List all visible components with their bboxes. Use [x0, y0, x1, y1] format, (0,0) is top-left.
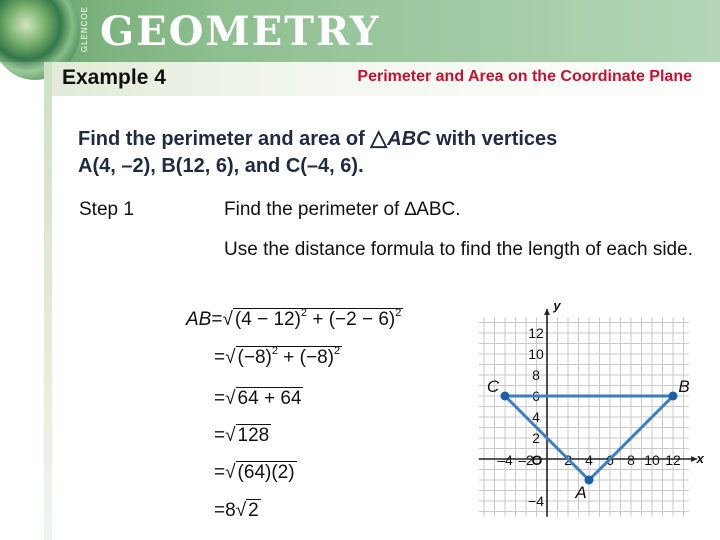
y-tick-label: 4: [532, 409, 540, 425]
x-tick-label: 10: [644, 452, 660, 468]
vertex-point-c: [501, 392, 510, 401]
left-accent-bar: [44, 62, 52, 540]
coordinate-graph: [475, 297, 704, 515]
x-tick-label: –4: [497, 452, 513, 468]
radical-icon: √: [225, 347, 236, 368]
work-line-4: [214, 424, 271, 447]
y-tick-label: −4: [528, 493, 544, 509]
radical-icon: √: [225, 462, 236, 483]
work-line-6: [214, 499, 261, 522]
x-tick-label: 8: [627, 452, 635, 468]
y-tick-label: 8: [532, 367, 540, 383]
graph-tick-labels: [497, 298, 704, 509]
work-line-2: [214, 346, 342, 369]
brand-title: GEOMETRY: [100, 8, 381, 55]
header-banner: [0, 0, 720, 62]
step-detail: Use the distance formula to find the length of each side.: [224, 239, 693, 260]
radicand: 128: [237, 425, 270, 446]
work-line-3: [214, 387, 303, 410]
y-tick-label: 10: [528, 346, 544, 362]
x-tick-label: –2: [518, 452, 534, 468]
vertex-point-b: [669, 392, 678, 401]
x-tick-label: 2: [564, 452, 572, 468]
radical-icon: √: [222, 309, 233, 330]
exponent: 2: [271, 345, 278, 357]
work-lhs: AB: [186, 309, 212, 330]
equals-sign: =: [214, 500, 226, 521]
radical-icon: √: [225, 388, 236, 409]
radical-icon: √: [225, 425, 236, 446]
step-text: Find the perimeter of ∆ABC.: [224, 199, 461, 220]
origin-label: O: [531, 452, 543, 468]
equals-sign: =: [214, 462, 226, 483]
equals-sign: =: [211, 309, 223, 330]
term: (−8): [237, 347, 272, 368]
graph-axes: [479, 309, 697, 517]
publisher-label: GLENCOE: [80, 6, 89, 53]
vertex-label-a: A: [575, 483, 587, 502]
problem-statement: [78, 124, 557, 180]
x-tick-label: 6: [606, 452, 614, 468]
equals-sign: =: [214, 347, 226, 368]
exponent: 2: [300, 307, 308, 319]
equals-sign: =: [214, 425, 226, 446]
y-tick-label: 12: [528, 325, 544, 341]
term: (−2 − 6): [328, 309, 396, 330]
radicand: [236, 346, 343, 369]
radicand: [233, 308, 403, 331]
x-tick-label: 4: [585, 452, 593, 468]
plus-sign: +: [283, 347, 295, 368]
x-axis-label: x: [696, 451, 704, 466]
radicand: 2: [248, 500, 259, 521]
vertex-label-c: C: [486, 377, 500, 396]
problem-vertices: A(4, –2), B(12, 6), and C(–4, 6).: [78, 155, 364, 177]
triangle-icon: △: [370, 125, 388, 150]
coefficient: 8: [225, 500, 236, 521]
work-line-1: [186, 308, 403, 331]
equals-sign: =: [214, 388, 226, 409]
example-label: Example 4: [62, 66, 166, 89]
vertex-label-b: B: [678, 377, 690, 396]
radical-icon: √: [235, 500, 247, 521]
example-subtitle: Perimeter and Area on the Coordinate Plane: [357, 68, 692, 85]
problem-text-start: Find the perimeter and area of: [78, 128, 371, 150]
work-line-5: [214, 461, 297, 484]
y-axis-arrow-icon: [544, 309, 550, 315]
x-tick-label: 12: [665, 452, 681, 468]
step-label: Step 1: [79, 199, 134, 220]
y-axis-label: y: [553, 297, 561, 313]
problem-text-end: with vertices: [430, 128, 558, 150]
radicand: 64 + 64: [237, 388, 302, 409]
radicand: (64)(2): [237, 462, 295, 483]
plus-sign: +: [312, 309, 324, 330]
problem-triangle-name: ABC: [387, 128, 431, 150]
exponent: 2: [334, 345, 341, 357]
term: (−8): [299, 347, 334, 368]
term: (4 − 12): [234, 309, 301, 330]
y-tick-label: 6: [532, 388, 540, 404]
y-tick-label: 2: [532, 430, 540, 446]
exponent: 2: [395, 307, 402, 319]
